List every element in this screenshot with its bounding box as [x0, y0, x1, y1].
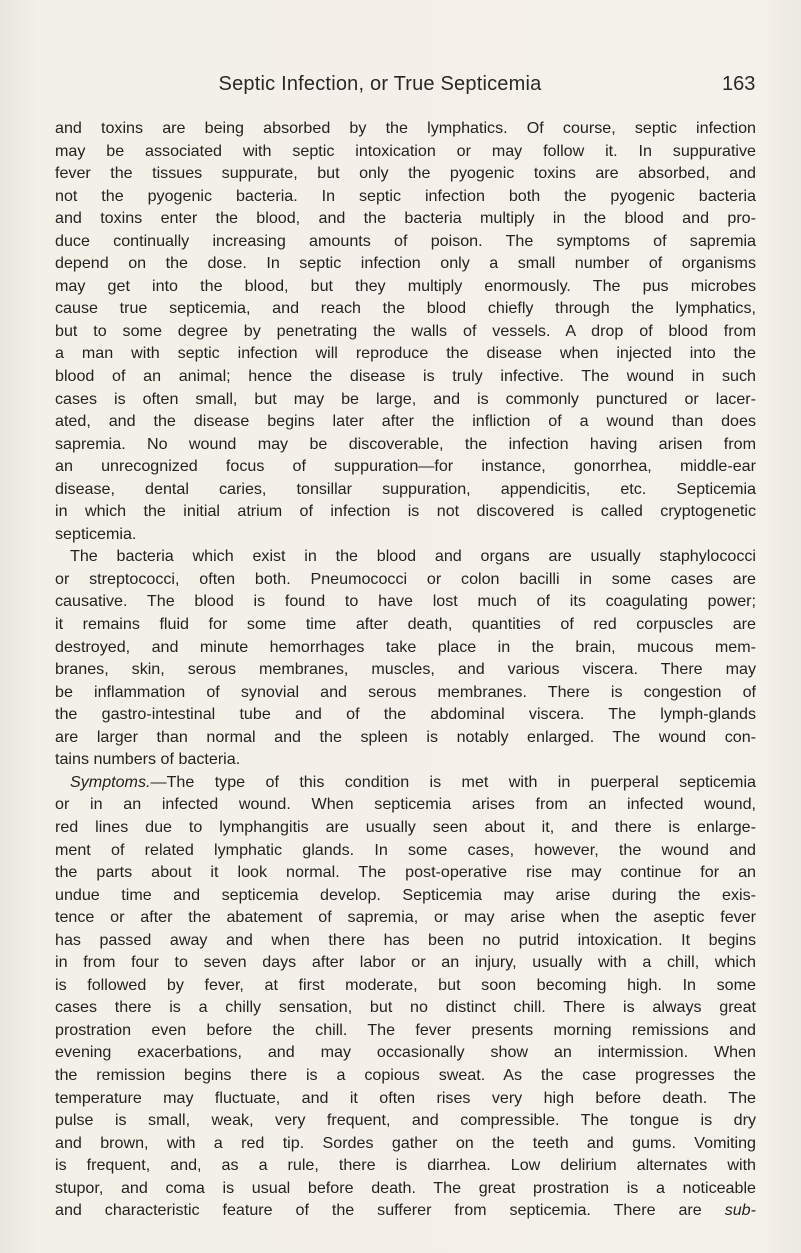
text-line: may be associated with septic intoxication or may follow it. In suppurative — [55, 141, 756, 160]
body-text — [55, 117, 756, 1222]
text-line: an unrecognized focus of suppuration—for instance, gonorrhea, middle-ear — [55, 457, 756, 476]
text-line: cases is often small, but may be large, and is commonly punctured or lacer- — [55, 389, 756, 408]
text-line: prostration even before the chill. The fever presents morning remissions and — [55, 1020, 756, 1039]
symptoms-line — [55, 771, 756, 794]
text-line: destroyed, and minute hemorrhages take place in the brain, mucous mem- — [55, 637, 756, 656]
text-line: not the pyogenic bacteria. In septic infection both the pyogenic bacteria — [55, 186, 756, 205]
text-line: septicemia. — [55, 524, 137, 543]
text-line: pulse is small, weak, very frequent, and compressible. The tongue is dry — [55, 1111, 756, 1130]
text-line: evening exacerbations, and may occasionally show an intermission. When — [55, 1043, 756, 1062]
text-line: is frequent, and, as a rule, there is diarrhea. Low delirium alternates with — [55, 1156, 756, 1175]
text-line: ated, and the disease begins later after the infliction of a wound than does — [55, 412, 756, 431]
text-line: blood of an animal; hence the disease is truly infective. The wound in such — [55, 367, 756, 386]
text-line: and brown, with a red tip. Sordes gather on the teeth and gums. Vomiting — [55, 1133, 756, 1152]
text-line: depend on the dose. In septic infection only a small number of organisms — [55, 254, 756, 273]
symptoms-text: The type of this condition is met with in puerperal septicemia — [166, 772, 756, 791]
text-line: branes, skin, serous membranes, muscles, and various viscera. There may — [55, 660, 756, 679]
text-line: tence or after the abatement of sapremia, or may arise when the aseptic fever — [55, 908, 756, 927]
text-line: The bacteria which exist in the blood and organs are usually staphylococci — [70, 547, 756, 566]
text-line: fever the tissues suppurate, but only the pyogenic toxins are absorbed, and — [55, 164, 756, 183]
text-line: causative. The blood is found to have lost much of its coagulating power; — [55, 592, 756, 611]
text-line: in from four to seven days after labor or an injury, usually with a chill, which — [55, 953, 756, 972]
text-line: red lines due to lymphangitis are usually seen about it, and there is enlarge- — [55, 817, 756, 836]
final-line-text: and characteristic feature of the sufferer from septicemia. There are — [55, 1201, 702, 1220]
final-line — [55, 1199, 756, 1222]
text-line: cases there is a chilly sensation, but no distinct chill. There is always great — [55, 998, 756, 1017]
text-line: in which the initial atrium of infection is not discovered is called cryptogenetic — [55, 502, 756, 521]
text-line: and toxins enter the blood, and the bacteria multiply in the blood and pro- — [55, 209, 756, 228]
text-line: tains numbers of bacteria. — [55, 750, 241, 769]
text-line: cause true septicemia, and reach the blood chiefly through the lymphatics, — [55, 299, 756, 318]
text-line: duce continually increasing amounts of poison. The symptoms of sapremia — [55, 231, 756, 250]
text-line: be inflammation of synovial and serous membranes. There is congestion of — [55, 682, 756, 701]
text-line: is followed by fever, at first moderate, but soon becoming high. In some — [55, 975, 756, 994]
text-line: or in an infected wound. When septicemia arises from an infected wound, — [55, 795, 756, 814]
text-line: temperature may fluctuate, and it often rises very high before death. The — [55, 1088, 756, 1107]
running-title: Septic Infection, or True Septicemia — [218, 73, 542, 95]
text-line: sapremia. No wound may be discoverable, the infection having arisen from — [55, 434, 756, 453]
text-line: a man with septic infection will reproduce the disease when injected into the — [55, 344, 756, 363]
text-line: stupor, and coma is usual before death. The great prostration is a noticeable — [55, 1178, 756, 1197]
text-line: or streptococci, often both. Pneumococci or colon bacilli in some cases are — [55, 569, 756, 588]
symptoms-heading: Symptoms.— — [70, 772, 167, 791]
text-line: but to some degree by penetrating the walls of vessels. A drop of blood from — [55, 321, 756, 340]
text-line: it remains fluid for some time after death, quantities of red corpuscles are — [55, 615, 756, 634]
text-line: ment of related lymphatic glands. In some cases, however, the wound and — [55, 840, 756, 859]
text-line: the remission begins there is a copious sweat. As the case progresses the — [55, 1065, 756, 1084]
text-line: has passed away and when there has been no putrid intoxication. It begins — [55, 930, 756, 949]
text-line: may get into the blood, but they multiply enormously. The pus microbes — [55, 276, 756, 295]
running-head — [0, 73, 801, 103]
text-line: are larger than normal and the spleen is notably enlarged. The wound con- — [55, 727, 756, 746]
final-line-italic: sub- — [724, 1201, 756, 1220]
text-line: undue time and septicemia develop. Septicemia may arise during the exis- — [55, 885, 756, 904]
page-number: 163 — [722, 73, 756, 95]
text-line: the parts about it look normal. The post-operative rise may continue for an — [55, 863, 756, 882]
text-line: the gastro-intestinal tube and of the abdominal viscera. The lymph-glands — [55, 705, 756, 724]
text-line: disease, dental caries, tonsillar suppuration, appendicitis, etc. Septicemia — [55, 479, 756, 498]
text-line: and toxins are being absorbed by the lymphatics. Of course, septic infection — [55, 119, 756, 137]
